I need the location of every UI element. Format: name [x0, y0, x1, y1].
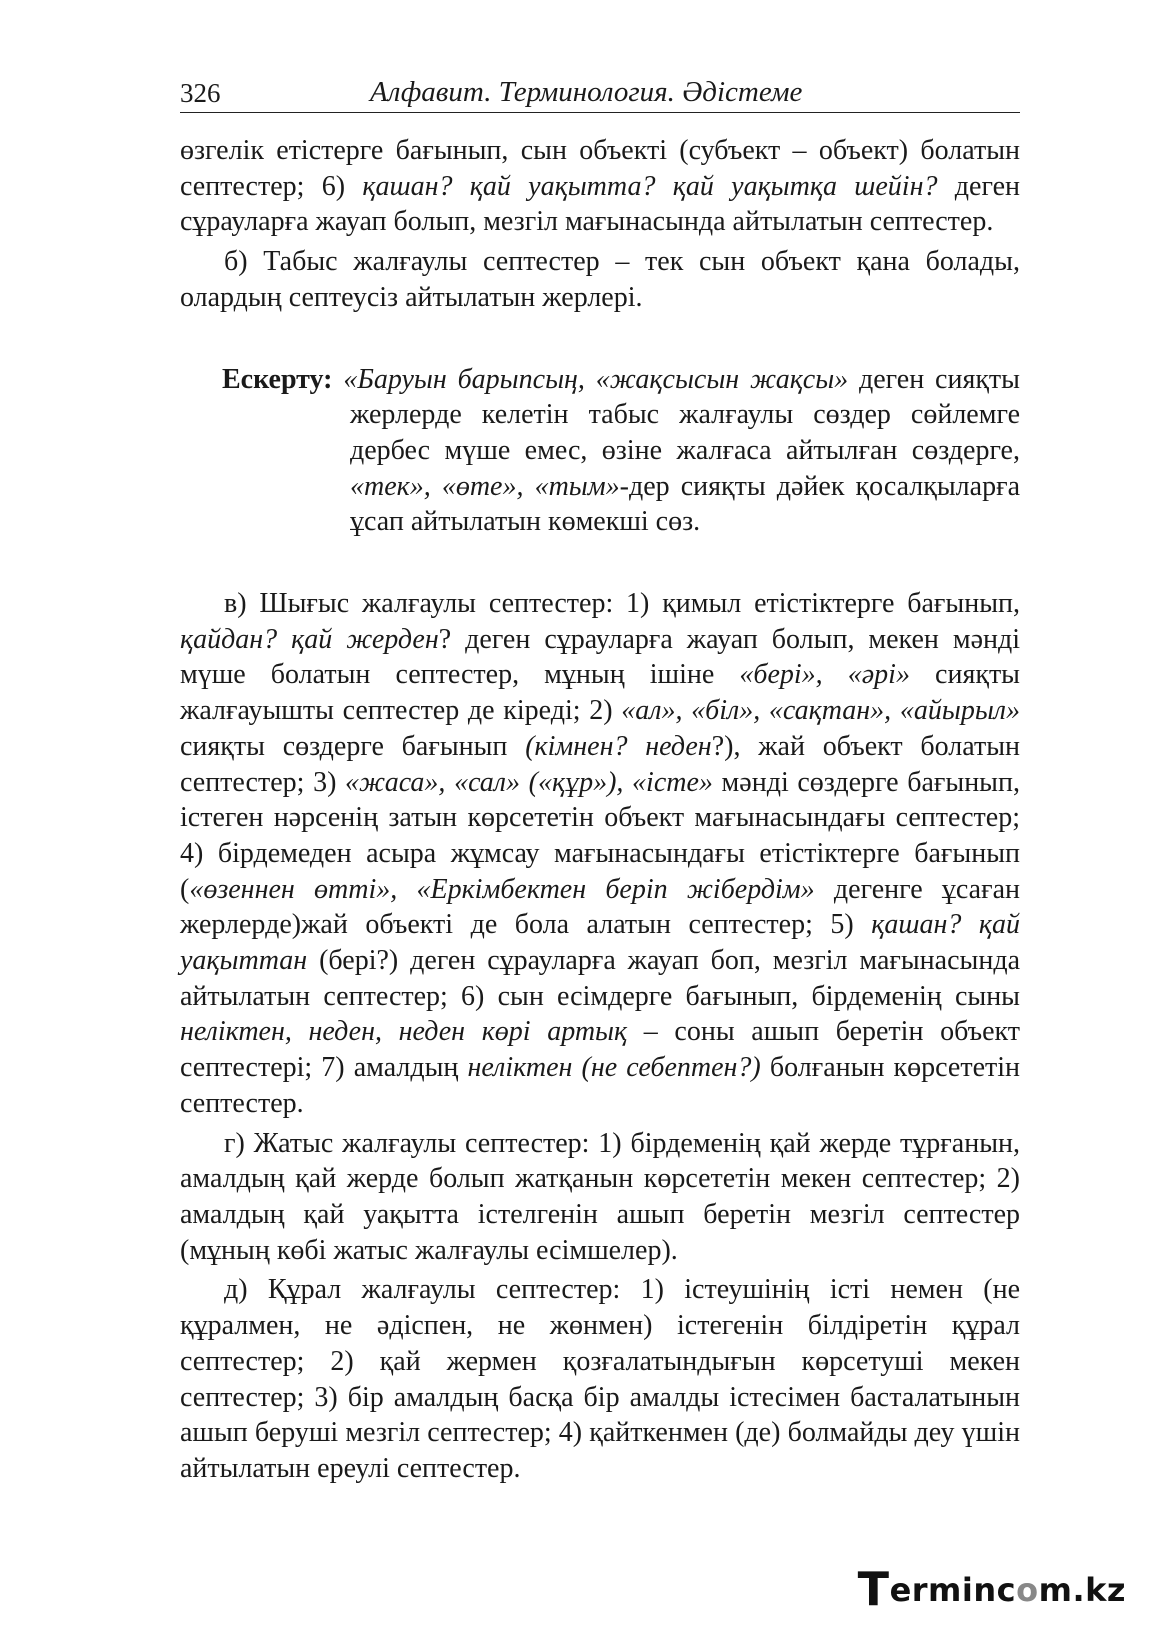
text-span: мәнді сөздерге бағынып, істеген нәрсенің затын көрсететін объект мағынасындағы септестер; 4) бірдемеден асыра жұмсау мағынасындағы етістіктерге бағынып (	[180, 766, 1020, 905]
text-span: дегенге ұсаған жерлерде)жай объекті де бола алатын септестер; 5)	[180, 873, 1020, 941]
text-span: -дер сияқты дәйек қосалқыларға ұсап айтылатын көмекші сөз.	[350, 470, 1020, 538]
watermark-domain: m.kz	[1038, 1571, 1126, 1609]
text-span: сияқты жалғауышты септестер де кіреді; 2)	[180, 659, 1020, 727]
italic-span: «бері», «әрі»	[739, 659, 910, 691]
running-title: Алфавит. Терминология. Әдістеме	[370, 76, 803, 108]
page-number: 326	[180, 78, 221, 108]
paragraph-5: д) Құрал жалғаулы септестер: 1) істеушінің істі немен (не құралмен, не әдіспен, не жөнмен) істегенін білдіретін құрал септестер; 2) қай жермен қозғалатындығын көрсетуші мекен септестер; 3) бір амалдың басқа бір амалды істесімен басталатынын ашып беруші мезгіл септестер; 4) қайткенмен (де) болмайды деу үшін айтылатын ереулі септестер.	[180, 1274, 1020, 1484]
italic-span: «жаса», «сал» («құр»), «істе»	[345, 766, 713, 798]
text-span: болғанын көрсететін септестер.	[180, 1052, 1021, 1119]
italic-span: қашан? қай уақытта? қай уақытқа шейін?	[362, 170, 938, 202]
paragraph-4: г) Жатыс жалғаулы септестер: 1) бірдеменің қай жерде тұрғанын, амалдың қай жерде болып жатқанын көрсететін мекен септестер; 2) амалдың қай уақытта істелгенін ашып беретін мезгіл септестер (мұның көбі жатыс жалғаулы есімшелер).	[180, 1127, 1020, 1266]
watermark-logo	[857, 1562, 1126, 1616]
italic-span: «өзеннен өтті», «Еркімбектен беріп жібердім»	[189, 873, 815, 905]
text-span: өзгелік етістерге бағынып, сын объекті (субъект – объект) болатын септестер; 6)	[180, 135, 1020, 202]
italic-span: неліктен (не себептен?)	[467, 1052, 761, 1084]
page-header	[180, 72, 1020, 113]
watermark-text: erminc	[889, 1571, 1017, 1609]
text-span: ? деген сұрауларға жауап болып, мекен мәнді мүше болатын септестер, мұның ішіне	[180, 623, 1020, 691]
text-span: в) Шығыс жалғаулы септестер: 1) қимыл етістіктерге бағынып,	[224, 588, 1020, 620]
text-span: деген сұрауларға жауап болып, мезгіл мағынасында айтылатын септестер.	[180, 170, 1020, 238]
text-span: – соны ашып беретін объект септестері; 7) амалдың	[180, 1016, 1020, 1084]
text-span: сияқты сөздерге бағынып	[180, 730, 526, 762]
note-label: Ескерту:	[222, 363, 333, 395]
body-text	[180, 133, 1020, 316]
italic-span: қайдан? қай жерден	[180, 623, 439, 655]
paragraph-1	[180, 133, 1020, 240]
note-block	[180, 362, 1020, 541]
document-page	[180, 72, 1020, 1491]
note-text	[222, 362, 1020, 541]
body-text-2	[180, 586, 1020, 1487]
italic-span: қашан? қай уақыттан	[180, 909, 1020, 977]
italic-span: «тек», «өте», «тым»	[350, 470, 620, 502]
text-span: (бері?) деген сұрауларға жауап боп, мезгіл мағынасында айтылатын септестер; 6) сын есімдерге бағынып, бірдеменің сыны	[180, 945, 1020, 1012]
italic-span: неліктен, неден, неден көрі артық	[180, 1016, 628, 1048]
text-span: деген сияқты жерлерде келетін табыс жалғаулы сөздер сөйлемге дербес мүше емес, өзіне жалғаса айтылған сөздерге,	[350, 363, 1020, 466]
italic-span: «Баруын барыпсың, «жақсысын жақсы»	[332, 363, 849, 395]
watermark-initial: T	[857, 1562, 890, 1616]
watermark-o: o	[1016, 1571, 1039, 1609]
italic-span: «ал», «біл», «сақтан», «айырыл»	[621, 695, 1020, 727]
paragraph-3	[180, 586, 1020, 1122]
italic-span: (кімнен? неден	[525, 730, 712, 762]
text-span: ?), жай объект болатын септестер; 3)	[180, 730, 1020, 798]
paragraph-2: б) Табыс жалғаулы септестер – тек сын объект қана болады, олардың септеусіз айтылатын жерлері.	[180, 246, 1020, 313]
